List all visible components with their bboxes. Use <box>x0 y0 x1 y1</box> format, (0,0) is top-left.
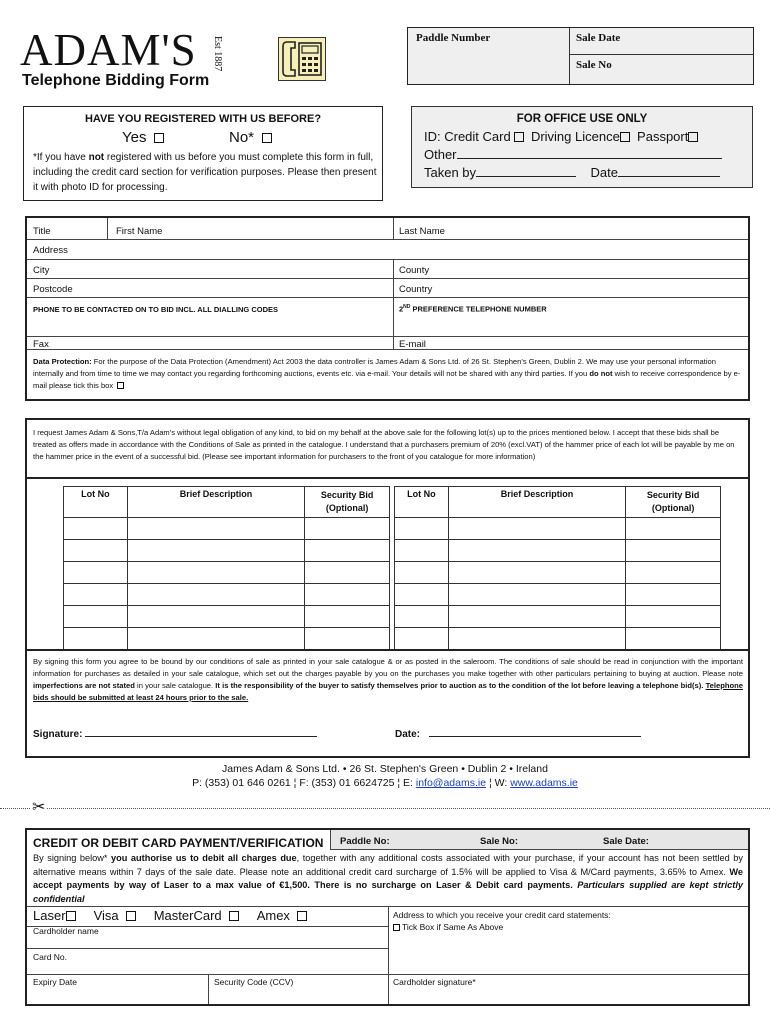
mastercard-checkbox[interactable] <box>229 911 239 921</box>
office-other-row[interactable]: Other <box>424 147 722 162</box>
telephone-icon <box>278 37 326 81</box>
office-id-row: ID: Credit Card Driving Licence Passport <box>424 129 698 144</box>
footer-contacts: P: (353) 01 646 0261 ¦ F: (353) 01 6624725 ¦ E: info@adams.ie ¦ W: www.adams.ie <box>192 777 578 789</box>
registered-question: HAVE YOU REGISTERED WITH US BEFORE? <box>84 113 322 125</box>
driving-licence-checkbox[interactable] <box>620 132 630 142</box>
office-use-box <box>411 106 753 188</box>
county-field[interactable]: County <box>399 265 430 276</box>
website-link[interactable]: www.adams.ie <box>510 777 578 789</box>
yes-checkbox[interactable] <box>154 133 164 143</box>
title-field[interactable]: Title <box>33 226 51 237</box>
card-section-title: CREDIT OR DEBIT CARD PAYMENT/VERIFICATION <box>33 836 324 850</box>
sale-date-field[interactable]: Sale Date <box>576 32 621 44</box>
table-row[interactable] <box>64 584 390 606</box>
cardholder-signature-field[interactable]: Cardholder signature* <box>393 977 476 987</box>
paddle-number-field[interactable]: Paddle Number <box>416 32 491 44</box>
signature-field[interactable]: Signature: <box>33 729 317 740</box>
form-title: Telephone Bidding Form <box>22 72 210 89</box>
col-security-bid: Security Bid (Optional) <box>305 487 390 518</box>
office-taken-row[interactable]: Taken by Date <box>424 165 720 180</box>
card-box <box>25 828 750 1006</box>
passport-checkbox[interactable] <box>688 132 698 142</box>
email-link[interactable]: info@adams.ie <box>415 777 487 789</box>
cardholder-name-field[interactable]: Cardholder name <box>33 926 99 936</box>
details-box <box>25 216 750 401</box>
sale-info-box <box>407 27 754 85</box>
card-sale-no-field[interactable]: Sale No: <box>480 836 519 847</box>
statement-address-field[interactable]: Address to which you receive your credit card statements: <box>393 910 611 920</box>
postcode-field[interactable]: Postcode <box>33 284 73 295</box>
amex-checkbox[interactable] <box>297 911 307 921</box>
office-use-title: FOR OFFICE USE ONLY <box>516 113 648 125</box>
bid-intro-text: I request James Adam & Sons,T/a Adam's without legal obligation of any kind, to bid on my behalf at the above sale for the following lot(s) up to the prices mentioned below. I accept that these bids shall be treated as offers made in accordance with the Conditions of Sale as printed in the catalogue. I understand that a purchasers premium of 20% (excl.VAT) of the hammer price of each lot will be payable by me on the hammer price in the event of a successful bid. (Please see important information for purchasers to the front of you catalogue for more information) <box>33 428 735 461</box>
card-paddle-field[interactable]: Paddle No: <box>340 836 390 847</box>
table-row[interactable] <box>395 562 721 584</box>
lots-table-right <box>394 486 721 650</box>
credit-card-checkbox[interactable] <box>514 132 524 142</box>
card-type-row: Laser Visa MasterCard Amex <box>33 908 307 923</box>
data-protection-text: Data Protection: For the purpose of the Data Protection (Amendment) Act 2003 the data controller is James Adam & Sons Ltd. of 26 St. Stephen's Green, Dublin 2. We may use your personal information internally and from time to time we may contact you regarding forthcoming auctions, events etc. via e-mail. Your details will not be shared with any third parties. If you do not wish to receive correspondence by e-mail please tick this box <box>33 357 741 390</box>
last-name-field[interactable]: Last Name <box>399 226 445 237</box>
table-row[interactable] <box>64 606 390 628</box>
same-address-option[interactable]: Tick Box if Same As Above <box>393 922 503 932</box>
country-field[interactable]: Country <box>399 284 433 295</box>
col-description: Brief Description <box>127 487 304 518</box>
bids-box <box>25 418 750 758</box>
table-row[interactable] <box>395 628 721 650</box>
table-row[interactable] <box>395 606 721 628</box>
sale-no-field[interactable]: Sale No <box>576 59 612 71</box>
email-field[interactable]: E-mail <box>399 339 426 350</box>
laser-checkbox[interactable] <box>66 911 76 921</box>
table-row[interactable] <box>64 540 390 562</box>
cut-line <box>0 808 770 809</box>
bid-date-field[interactable]: Date: <box>395 729 641 740</box>
expiry-date-field[interactable]: Expiry Date <box>33 977 77 987</box>
divider <box>569 28 570 84</box>
col-lot-no: Lot No <box>395 487 449 518</box>
phone-field[interactable]: PHONE TO BE CONTACTED ON TO BID INCL. ALL DIALLING CODES <box>33 305 279 314</box>
fax-field[interactable]: Fax <box>33 339 49 350</box>
card-authorisation-text: By signing below* you authorise us to debit all charges due, together with any additional costs associated with your purchase, if your account has not been settled by alternative means within 7 days of the sale date. Please note an additional credit card surcharge of 1.5% will be applied to Visa & M/Card payments, 3.65% to Amex. We accept payments by way of Laser to a max value of €1,500. There is no surcharge on Laser & Debit card payments. Particulars supplied are kept strictly confidential <box>33 853 743 904</box>
lots-table-left <box>63 486 390 650</box>
card-number-field[interactable]: Card No. <box>33 952 68 962</box>
table-row[interactable] <box>395 584 721 606</box>
registered-note: *If you have not registered with us before you must complete this form in full, including the credit card section for verification purposes. Please then present it with photo ID for processing. <box>33 152 377 193</box>
scissors-icon: ✂ <box>32 799 46 816</box>
col-description: Brief Description <box>448 487 625 518</box>
address-field[interactable]: Address <box>33 245 68 256</box>
no-checkbox[interactable] <box>262 133 272 143</box>
security-code-field[interactable]: Security Code (CCV) <box>214 977 294 987</box>
card-sale-date-field[interactable]: Sale Date: <box>603 836 649 847</box>
registered-box <box>23 106 383 201</box>
no-option[interactable]: No* <box>229 129 272 146</box>
no-email-checkbox[interactable] <box>117 382 124 389</box>
table-row[interactable] <box>395 518 721 540</box>
col-lot-no: Lot No <box>64 487 128 518</box>
terms-text: By signing this form you agree to be bound by our conditions of sale as printed in your sale catalogue & or as posted in the saleroom. The conditions of sale should be read in conjunction with the important information for purchases as detailed in your sale catalogue, which set out the charges payable by you on the purchases you make together with other particulars pertaining to buying at auction. Please note imperfections are not stated in your sale catalogue. It is the responsibility of the buyer to satisfy themselves prior to auction as to the condition of the lot before leaving a telephone bid(s). Telephone bids should be submitted at least 24 hours prior to the sale. <box>33 657 743 702</box>
table-row[interactable] <box>395 540 721 562</box>
city-field[interactable]: City <box>33 265 50 276</box>
logo-established: Est 1887 <box>212 36 223 72</box>
divider <box>569 54 754 55</box>
same-address-checkbox[interactable] <box>393 924 400 931</box>
visa-checkbox[interactable] <box>126 911 136 921</box>
table-row[interactable] <box>64 562 390 584</box>
table-row[interactable] <box>64 518 390 540</box>
logo-text: ADAM'S <box>20 25 197 75</box>
yes-option[interactable]: Yes <box>122 129 164 146</box>
logo <box>20 26 197 74</box>
first-name-field[interactable]: First Name <box>116 226 163 237</box>
table-row[interactable] <box>64 628 390 650</box>
footer-address: James Adam & Sons Ltd. • 26 St. Stephen's Green • Dublin 2 • Ireland <box>222 763 548 775</box>
second-phone-field[interactable]: 2ND PREFERENCE TELEPHONE NUMBER <box>399 304 547 314</box>
col-security-bid: Security Bid (Optional) <box>626 487 721 518</box>
